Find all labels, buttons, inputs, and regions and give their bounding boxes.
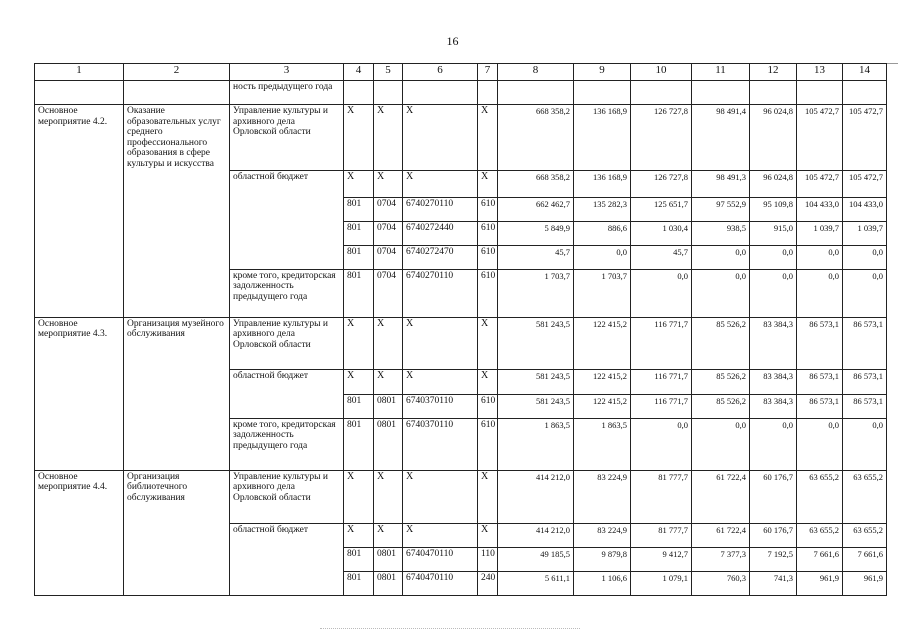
grbs-code-cell: Х [344, 317, 374, 369]
section-code-cell: 0704 [374, 245, 403, 269]
amount-cell: 0,0 [750, 418, 797, 470]
activity-number-cell [35, 369, 124, 394]
expense-type-code-cell: 610 [478, 245, 498, 269]
amount-cell: 136 168,9 [574, 170, 631, 197]
target-item-code-cell: 6740270110 [403, 197, 478, 221]
activity-name-cell [124, 571, 230, 595]
grbs-code-cell [344, 81, 374, 105]
target-item-code-cell: Х [403, 170, 478, 197]
amount-cell: 0,0 [631, 418, 692, 470]
grbs-code-cell: Х [344, 170, 374, 197]
activity-number-cell [35, 197, 124, 221]
expense-type-code-cell: Х [478, 105, 498, 171]
table-row [35, 369, 887, 394]
grbs-code-cell: 801 [344, 394, 374, 418]
amount-cell: 116 771,7 [631, 394, 692, 418]
column-header: 7 [478, 64, 498, 81]
amount-cell: 122 415,2 [574, 394, 631, 418]
activity-number-cell [35, 221, 124, 245]
column-header: 4 [344, 64, 374, 81]
table-row [35, 221, 887, 245]
activity-name-cell [124, 81, 230, 105]
activity-name-cell: Организация музейного обслуживания [124, 317, 230, 369]
target-item-code-cell: 6740272440 [403, 221, 478, 245]
amount-cell: 126 727,8 [631, 170, 692, 197]
section-code-cell: 0801 [374, 571, 403, 595]
amount-cell: 581 243,5 [498, 317, 574, 369]
amount-cell: 105 472,7 [797, 170, 843, 197]
amount-cell: 126 727,8 [631, 105, 692, 171]
grbs-code-cell: 801 [344, 197, 374, 221]
activity-number-cell [35, 81, 124, 105]
table-row [35, 394, 887, 418]
amount-cell: 5 849,9 [498, 221, 574, 245]
column-header: 9 [574, 64, 631, 81]
amount-cell: 7 661,6 [797, 547, 843, 571]
amount-cell: 5 611,1 [498, 571, 574, 595]
target-item-code-cell: Х [403, 470, 478, 523]
amount-cell: 85 526,2 [692, 394, 750, 418]
activity-number-cell: Основное мероприятие 4.3. [35, 317, 124, 369]
expense-type-code-cell: Х [478, 170, 498, 197]
column-header: 14 [843, 64, 887, 81]
expense-type-code-cell: 610 [478, 221, 498, 245]
activity-number-cell [35, 245, 124, 269]
amount-cell: 581 243,5 [498, 394, 574, 418]
column-header: 13 [797, 64, 843, 81]
grbs-code-cell: 801 [344, 418, 374, 470]
expense-type-code-cell: 240 [478, 571, 498, 595]
activity-name-cell: Организация библиотечного обслуживания [124, 470, 230, 523]
expense-type-code-cell: 610 [478, 269, 498, 317]
amount-cell: 83 224,9 [574, 523, 631, 547]
activity-name-cell [124, 170, 230, 197]
amount-cell: 0,0 [843, 269, 887, 317]
budget-table [34, 63, 887, 596]
table-row [35, 547, 887, 571]
amount-cell: 0,0 [750, 269, 797, 317]
table-row [35, 571, 887, 595]
amount-cell: 668 358,2 [498, 105, 574, 171]
section-code-cell: 0704 [374, 197, 403, 221]
activity-name-cell [124, 547, 230, 571]
amount-cell: 85 526,2 [692, 369, 750, 394]
activity-number-cell [35, 547, 124, 571]
activity-number-cell [35, 523, 124, 547]
amount-cell: 81 777,7 [631, 523, 692, 547]
section-code-cell: Х [374, 170, 403, 197]
amount-cell: 63 655,2 [843, 470, 887, 523]
section-code-cell [374, 81, 403, 105]
activity-name-cell [124, 369, 230, 394]
target-item-code-cell: Х [403, 369, 478, 394]
amount-cell: 0,0 [692, 418, 750, 470]
amount-cell: 86 573,1 [797, 394, 843, 418]
expense-type-code-cell: 610 [478, 394, 498, 418]
activity-name-cell [124, 197, 230, 221]
expense-type-code-cell: Х [478, 369, 498, 394]
grbs-code-cell: Х [344, 523, 374, 547]
amount-cell: 63 655,2 [797, 523, 843, 547]
amount-cell [843, 81, 887, 105]
activity-number-cell [35, 571, 124, 595]
amount-cell: 668 358,2 [498, 170, 574, 197]
activity-name-cell [124, 394, 230, 418]
amount-cell: 414 212,0 [498, 470, 574, 523]
column-header: 1 [35, 64, 124, 81]
section-code-cell: Х [374, 369, 403, 394]
scan-artifact [320, 628, 580, 632]
amount-cell: 0,0 [631, 269, 692, 317]
section-code-cell: Х [374, 105, 403, 171]
amount-cell: 86 573,1 [843, 369, 887, 394]
column-header: 12 [750, 64, 797, 81]
amount-cell: 961,9 [797, 571, 843, 595]
amount-cell: 97 552,9 [692, 197, 750, 221]
target-item-code-cell: 6740470110 [403, 547, 478, 571]
table-row [35, 470, 887, 523]
section-code-cell: 0801 [374, 394, 403, 418]
target-item-code-cell: 6740370110 [403, 418, 478, 470]
expense-type-code-cell: 610 [478, 197, 498, 221]
table-row [35, 105, 887, 171]
table-row [35, 317, 887, 369]
activity-number-cell [35, 269, 124, 317]
margin-rule [886, 63, 898, 64]
activity-name-cell [124, 418, 230, 470]
target-item-code-cell: Х [403, 105, 478, 171]
funding-source-cell: областной бюджет [230, 523, 344, 547]
amount-cell: 86 573,1 [797, 369, 843, 394]
amount-cell: 0,0 [797, 245, 843, 269]
amount-cell: 1 030,4 [631, 221, 692, 245]
table-row [35, 245, 887, 269]
funding-source-cell: областной бюджет [230, 369, 344, 394]
table-body [35, 81, 887, 596]
amount-cell: 0,0 [574, 245, 631, 269]
amount-cell: 83 384,3 [750, 394, 797, 418]
amount-cell: 86 573,1 [843, 317, 887, 369]
amount-cell: 105 472,7 [843, 170, 887, 197]
column-number-row [35, 64, 887, 81]
grbs-code-cell: 801 [344, 571, 374, 595]
table-row [35, 523, 887, 547]
funding-source-cell [230, 571, 344, 595]
grbs-code-cell: Х [344, 369, 374, 394]
amount-cell: 96 024,8 [750, 170, 797, 197]
page-number: 16 [446, 34, 459, 48]
section-code-cell: Х [374, 317, 403, 369]
amount-cell: 0,0 [750, 245, 797, 269]
amount-cell: 1 106,6 [574, 571, 631, 595]
amount-cell: 0,0 [843, 418, 887, 470]
amount-cell: 104 433,0 [797, 197, 843, 221]
amount-cell: 915,0 [750, 221, 797, 245]
funding-source-cell [230, 547, 344, 571]
amount-cell: 85 526,2 [692, 317, 750, 369]
amount-cell: 7 192,5 [750, 547, 797, 571]
target-item-code-cell [403, 81, 478, 105]
funding-source-cell: Управление культуры и архивного дела Орловской области [230, 470, 344, 523]
amount-cell: 83 384,3 [750, 369, 797, 394]
amount-cell: 86 573,1 [843, 394, 887, 418]
amount-cell: 1 863,5 [574, 418, 631, 470]
table-row [35, 418, 887, 470]
amount-cell: 45,7 [498, 245, 574, 269]
grbs-code-cell: Х [344, 105, 374, 171]
amount-cell: 86 573,1 [797, 317, 843, 369]
expense-type-code-cell: 110 [478, 547, 498, 571]
column-header: 2 [124, 64, 230, 81]
amount-cell: 116 771,7 [631, 369, 692, 394]
amount-cell: 0,0 [797, 269, 843, 317]
amount-cell: 1 703,7 [498, 269, 574, 317]
activity-name-cell [124, 221, 230, 245]
section-code-cell: 0704 [374, 269, 403, 317]
amount-cell: 1 039,7 [843, 221, 887, 245]
funding-source-cell: ность предыдущего года [230, 81, 344, 105]
amount-cell: 122 415,2 [574, 317, 631, 369]
amount-cell: 135 282,3 [574, 197, 631, 221]
amount-cell [750, 81, 797, 105]
activity-number-cell [35, 394, 124, 418]
grbs-code-cell: Х [344, 470, 374, 523]
column-header: 3 [230, 64, 344, 81]
amount-cell: 1 863,5 [498, 418, 574, 470]
target-item-code-cell: Х [403, 523, 478, 547]
amount-cell: 83 224,9 [574, 470, 631, 523]
section-code-cell: Х [374, 523, 403, 547]
funding-source-cell [230, 221, 344, 245]
amount-cell [692, 81, 750, 105]
amount-cell: 0,0 [797, 418, 843, 470]
amount-cell: 63 655,2 [843, 523, 887, 547]
amount-cell: 9 879,8 [574, 547, 631, 571]
amount-cell: 0,0 [843, 245, 887, 269]
amount-cell: 125 651,7 [631, 197, 692, 221]
grbs-code-cell: 801 [344, 245, 374, 269]
amount-cell: 116 771,7 [631, 317, 692, 369]
target-item-code-cell: 6740470110 [403, 571, 478, 595]
amount-cell: 83 384,3 [750, 317, 797, 369]
column-header: 11 [692, 64, 750, 81]
amount-cell: 581 243,5 [498, 369, 574, 394]
amount-cell: 7 377,3 [692, 547, 750, 571]
amount-cell: 1 079,1 [631, 571, 692, 595]
amount-cell: 45,7 [631, 245, 692, 269]
expense-type-code-cell: Х [478, 317, 498, 369]
activity-name-cell [124, 245, 230, 269]
funding-source-cell [230, 197, 344, 221]
amount-cell: 104 433,0 [843, 197, 887, 221]
amount-cell: 105 472,7 [797, 105, 843, 171]
amount-cell: 60 176,7 [750, 523, 797, 547]
amount-cell: 60 176,7 [750, 470, 797, 523]
amount-cell: 61 722,4 [692, 523, 750, 547]
amount-cell: 49 185,5 [498, 547, 574, 571]
table-row [35, 197, 887, 221]
target-item-code-cell: Х [403, 317, 478, 369]
grbs-code-cell: 801 [344, 547, 374, 571]
activity-number-cell: Основное мероприятие 4.4. [35, 470, 124, 523]
column-header: 8 [498, 64, 574, 81]
amount-cell: 122 415,2 [574, 369, 631, 394]
target-item-code-cell: 6740370110 [403, 394, 478, 418]
amount-cell: 0,0 [692, 269, 750, 317]
activity-number-cell [35, 170, 124, 197]
target-item-code-cell: 6740270110 [403, 269, 478, 317]
funding-source-cell: Управление культуры и архивного дела Орловской области [230, 105, 344, 171]
amount-cell: 961,9 [843, 571, 887, 595]
expense-type-code-cell: 610 [478, 418, 498, 470]
amount-cell: 0,0 [692, 245, 750, 269]
target-item-code-cell: 6740272470 [403, 245, 478, 269]
amount-cell: 1 039,7 [797, 221, 843, 245]
funding-source-cell: кроме того, кредиторская задолженность предыдущего года [230, 418, 344, 470]
activity-number-cell [35, 418, 124, 470]
expense-type-code-cell: Х [478, 523, 498, 547]
amount-cell: 81 777,7 [631, 470, 692, 523]
amount-cell: 61 722,4 [692, 470, 750, 523]
amount-cell: 741,3 [750, 571, 797, 595]
activity-name-cell [124, 523, 230, 547]
activity-name-cell: Оказание образовательных услуг среднего профессионального образования в сфере культуры и искусства [124, 105, 230, 171]
amount-cell: 1 703,7 [574, 269, 631, 317]
amount-cell [797, 81, 843, 105]
expense-type-code-cell [478, 81, 498, 105]
amount-cell: 9 412,7 [631, 547, 692, 571]
grbs-code-cell: 801 [344, 269, 374, 317]
amount-cell: 7 661,6 [843, 547, 887, 571]
activity-name-cell [124, 269, 230, 317]
amount-cell: 95 109,8 [750, 197, 797, 221]
activity-number-cell: Основное мероприятие 4.2. [35, 105, 124, 171]
table-row [35, 170, 887, 197]
grbs-code-cell: 801 [344, 221, 374, 245]
amount-cell: 414 212,0 [498, 523, 574, 547]
amount-cell [498, 81, 574, 105]
amount-cell: 662 462,7 [498, 197, 574, 221]
amount-cell: 760,3 [692, 571, 750, 595]
column-header: 6 [403, 64, 478, 81]
amount-cell: 98 491,4 [692, 105, 750, 171]
section-code-cell: Х [374, 470, 403, 523]
column-header: 10 [631, 64, 692, 81]
funding-source-cell: кроме того, кредиторская задолженность предыдущего года [230, 269, 344, 317]
amount-cell: 63 655,2 [797, 470, 843, 523]
amount-cell: 886,6 [574, 221, 631, 245]
column-header: 5 [374, 64, 403, 81]
expense-type-code-cell: Х [478, 470, 498, 523]
amount-cell: 96 024,8 [750, 105, 797, 171]
amount-cell: 98 491,3 [692, 170, 750, 197]
amount-cell [631, 81, 692, 105]
funding-source-cell [230, 394, 344, 418]
amount-cell: 105 472,7 [843, 105, 887, 171]
amount-cell: 136 168,9 [574, 105, 631, 171]
section-code-cell: 0801 [374, 547, 403, 571]
funding-source-cell: областной бюджет [230, 170, 344, 197]
amount-cell [574, 81, 631, 105]
table-row [35, 81, 887, 105]
funding-source-cell: Управление культуры и архивного дела Орловской области [230, 317, 344, 369]
funding-source-cell [230, 245, 344, 269]
table-row [35, 269, 887, 317]
section-code-cell: 0704 [374, 221, 403, 245]
section-code-cell: 0801 [374, 418, 403, 470]
amount-cell: 938,5 [692, 221, 750, 245]
